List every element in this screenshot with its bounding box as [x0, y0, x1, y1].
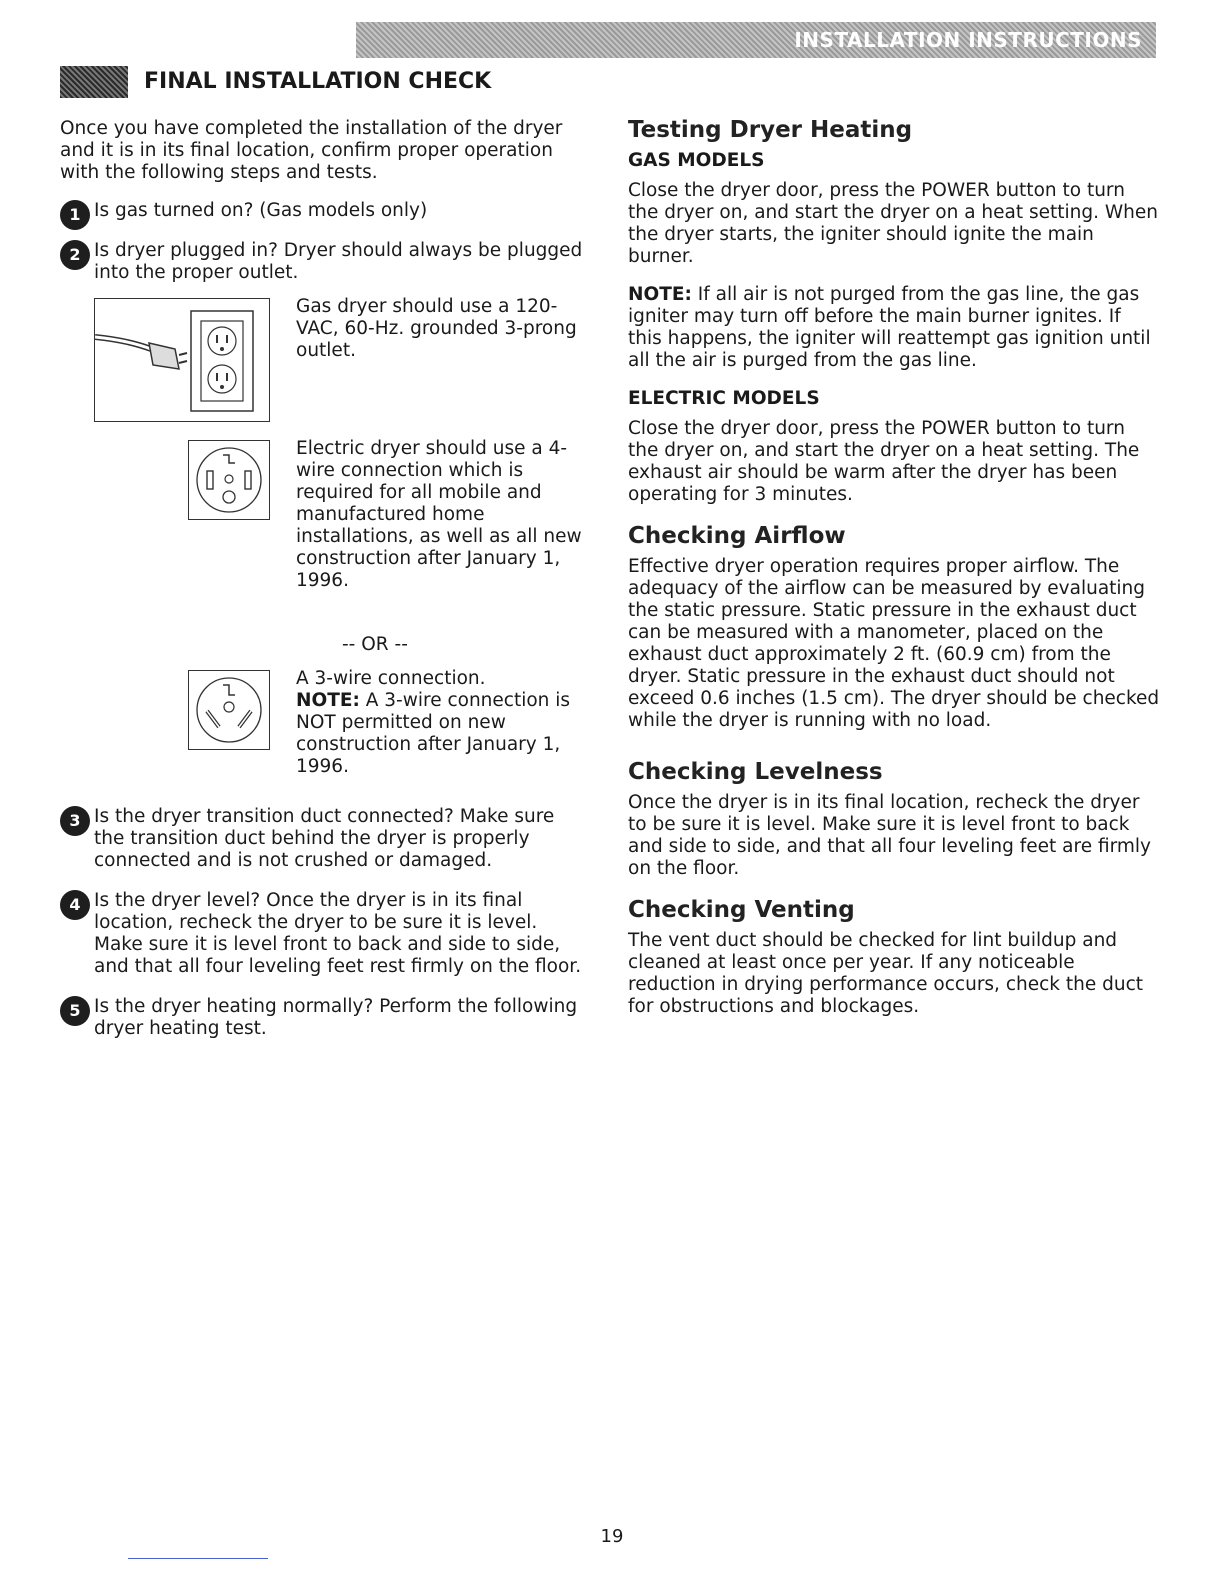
gas-models-text: Close the dryer door, press the POWER button to turn the dryer on, and start the dryer on a heat setting. When the dryer starts, the igniter should ignite the main burner. — [628, 180, 1159, 267]
three-wire-receptacle — [188, 670, 270, 750]
step-4 — [60, 890, 588, 978]
step-text: Is the dryer level? Once the dryer is in its final location, recheck the dryer to be sure it is level. Make sure it is level front to back and side to side, and that all four leveling feet rest firmly on the floor. — [94, 890, 582, 977]
right-column — [628, 116, 1160, 1034]
note-label: NOTE: — [628, 284, 692, 305]
step-3 — [60, 806, 588, 872]
step-text: Is gas turned on? (Gas models only) — [94, 200, 428, 221]
four-wire-receptacle — [188, 440, 270, 520]
four-wire-receptacle-icon — [189, 441, 269, 519]
venting-text: The vent duct should be checked for lint buildup and cleaned at least once per year. If any noticeable reduction in drying performance occurs, check the duct for obstructions and blockages. — [628, 930, 1144, 1017]
step-1 — [60, 200, 588, 222]
step-number-badge: 2 — [60, 240, 90, 270]
step-text: Is dryer plugged in? Dryer should always be plugged into the proper outlet. — [94, 240, 583, 283]
note-text: A 3-wire connection is NOT permitted on new construction after January 1, 1996. — [296, 690, 571, 777]
step-2 — [60, 240, 588, 284]
step-5 — [60, 996, 588, 1040]
step-number-badge: 4 — [60, 890, 90, 920]
four-wire-text: Electric dryer should use a 4-wire connection which is required for all mobile and manufactured home installations, as well as all new construction after January 1, 1996. — [296, 438, 582, 591]
step-text: Is the dryer heating normally? Perform the following dryer heating test. — [94, 996, 578, 1039]
gas-note — [628, 284, 1160, 372]
gas-outlet-text: Gas dryer should use a 120-VAC, 60-Hz. grounded 3-prong outlet. — [296, 296, 577, 361]
page-number: 19 — [600, 1526, 624, 1547]
levelness-text: Once the dryer is in its final location, recheck the dryer to be sure it is level. Make sure it is level front to back and side to side, and that all four leveling feet are firmly on the floor. — [628, 792, 1151, 879]
three-wire-text — [296, 668, 586, 778]
section-title: FINAL INSTALLATION CHECK — [144, 69, 492, 94]
levelness-heading: Checking Levelness — [628, 759, 883, 785]
airflow-text: Effective dryer operation requires proper airflow. The adequacy of the airflow can be measured by evaluating the static pressure. Static pressure in the exhaust duct can be measured with a manometer, placed on the exhaust duct approximately 2 ft. (60.9 cm) from the dryer. Static pressure in the exhaust duct should not exceed 0.6 inches (1.5 cm). The dryer should be checked while the dryer is running with no load. — [628, 556, 1160, 731]
banner-title: INSTALLATION INSTRUCTIONS — [794, 28, 1142, 52]
three-wire-row — [60, 668, 588, 776]
testing-heading: Testing Dryer Heating — [628, 117, 913, 143]
left-column — [60, 118, 588, 1058]
three-wire-note — [296, 690, 586, 778]
electric-models-text: Close the dryer door, press the POWER button to turn the dryer on, and start the dryer on a heat setting. The exhaust air should be warm after the dryer has been operating for 3 minutes. — [628, 418, 1140, 505]
step-text: Is the dryer transition duct connected? Make sure the transition duct behind the dryer is properly connected and is not crushed or damaged. — [94, 806, 555, 871]
step-number-badge: 1 — [60, 200, 90, 230]
note-text: If all air is not purged from the gas line, the gas igniter may turn off before the main burner ignites. If this happens, the igniter will reattempt gas ignition until all the air is purged from the gas line. — [628, 284, 1151, 371]
step-number-badge: 5 — [60, 996, 90, 1026]
airflow-heading: Checking Airflow — [628, 523, 846, 549]
venting-heading: Checking Venting — [628, 897, 855, 923]
header-banner — [356, 22, 1156, 58]
gas-outlet-illustration — [94, 298, 270, 422]
step-number-badge: 3 — [60, 806, 90, 836]
gas-models-heading: GAS MODELS — [628, 150, 765, 171]
section-marker — [60, 66, 128, 98]
three-wire-line: A 3-wire connection. — [296, 668, 486, 689]
three-wire-receptacle-icon — [189, 671, 269, 749]
four-wire-row — [60, 438, 588, 624]
footer-rule — [128, 1558, 268, 1559]
intro-paragraph: Once you have completed the installation of the dryer and it is in its final location, confirm proper operation with the following steps and tests. — [60, 118, 563, 183]
or-separator: -- OR -- — [342, 634, 408, 655]
note-label: NOTE: — [296, 690, 360, 711]
plug-and-outlet-icon — [95, 299, 269, 421]
electric-models-heading: ELECTRIC MODELS — [628, 388, 820, 409]
gas-outlet-row — [60, 296, 588, 418]
